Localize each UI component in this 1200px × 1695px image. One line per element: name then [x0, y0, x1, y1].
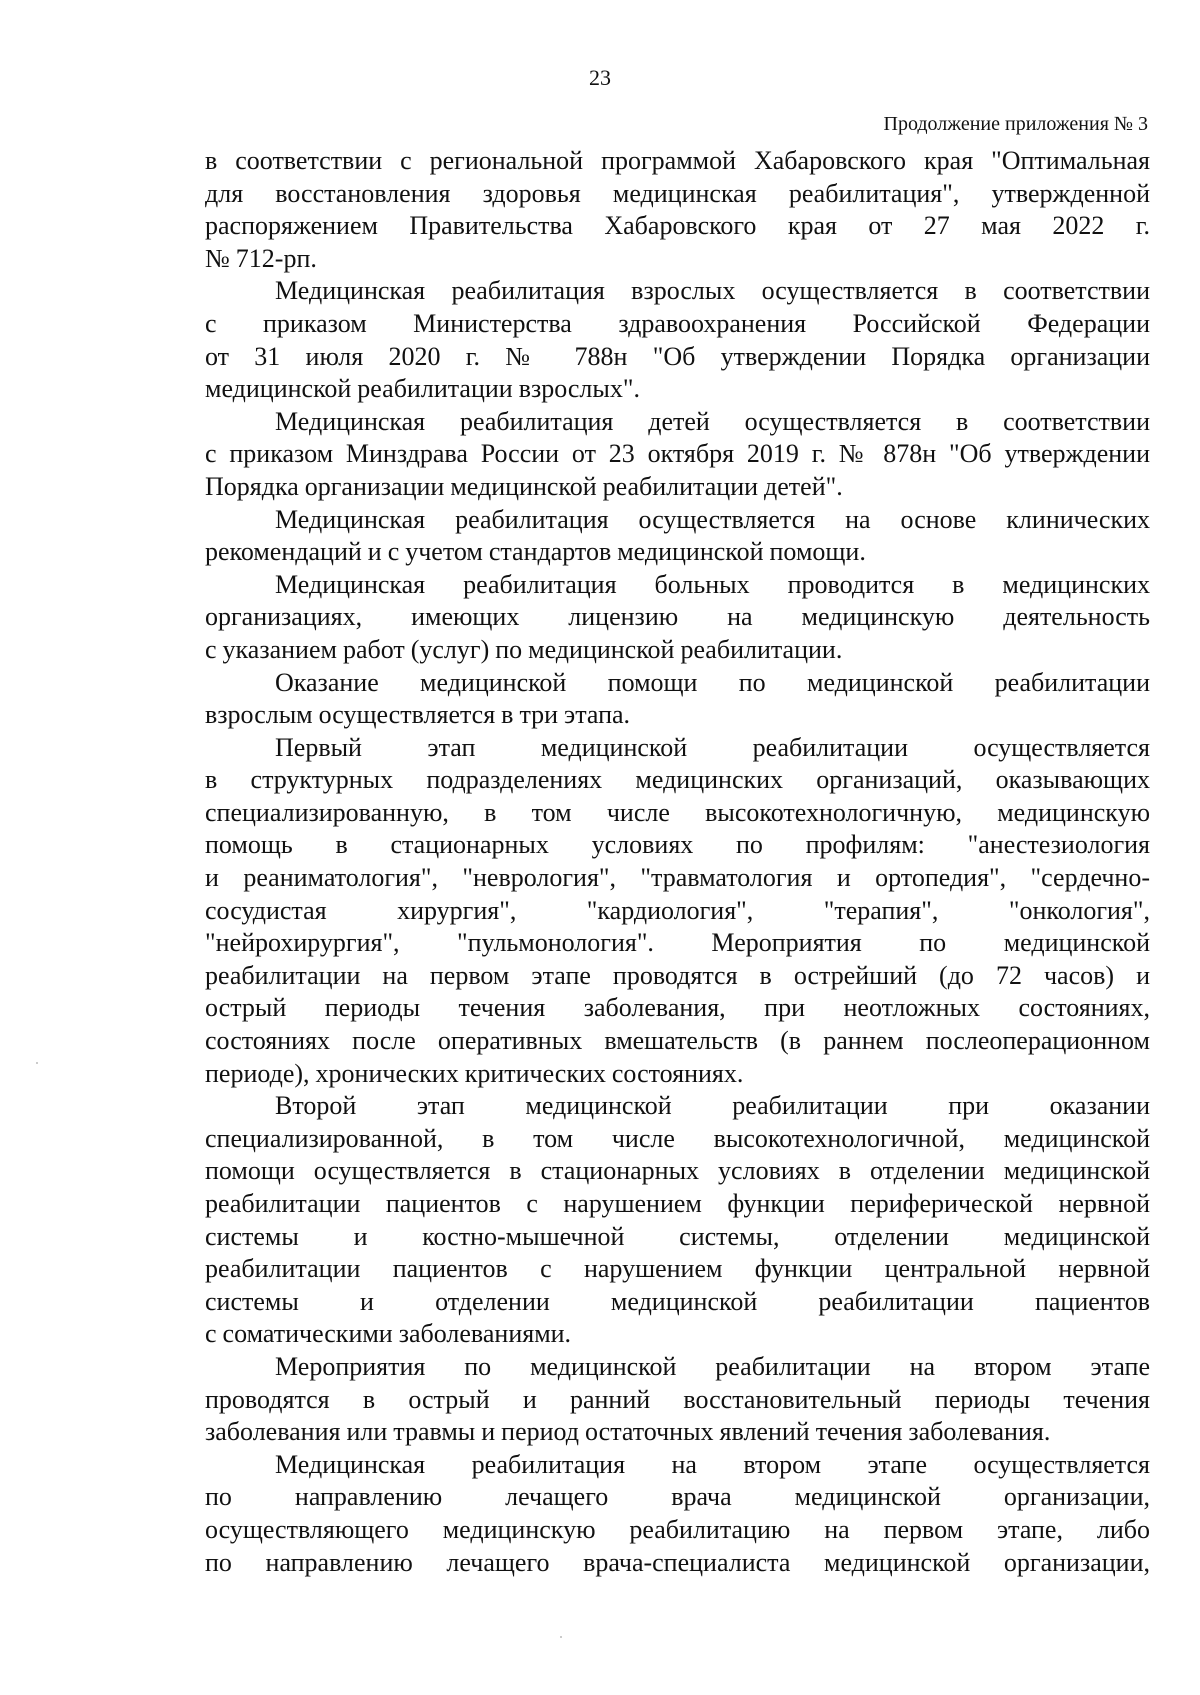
text-line: периоде), хронических критических состояниях. [205, 1058, 744, 1088]
text-line: специализированной, в том числе высокотехнологичной, медицинской [205, 1123, 1150, 1153]
text-line: Порядка организации медицинской реабилитации детей". [205, 471, 843, 501]
paragraph [205, 569, 1150, 667]
text-line: медицинской реабилитации взрослых". [205, 374, 640, 404]
text-line: по направлению лечащего врача медицинской организации, [205, 1482, 1150, 1512]
text-line: Первый этап медицинской реабилитации осуществляется [275, 732, 1150, 762]
paragraph [205, 406, 1150, 504]
continuation-label: Продолжение приложения № 3 [883, 113, 1148, 135]
text-line: "нейрохирургия", "пульмонология". Мероприятия по медицинской [205, 928, 1150, 958]
text-line: № 712-рп. [205, 243, 317, 273]
text-line: проводятся в острый и ранний восстановительный периоды течения [205, 1384, 1150, 1414]
text-line: и реаниматология", "неврология", "травматология и ортопедия", "сердечно- [205, 863, 1150, 893]
text-line: Медицинская реабилитация осуществляется на основе клинических [275, 504, 1150, 534]
text-line: Оказание медицинской помощи по медицинской реабилитации [275, 667, 1150, 697]
paragraph [205, 1090, 1150, 1351]
text-line: заболевания или травмы и период остаточных явлений течения заболевания. [205, 1417, 1051, 1447]
text-line: в структурных подразделениях медицинских организаций, оказывающих [205, 765, 1150, 795]
text-line: реабилитации на первом этапе проводятся в острейший (до 72 часов) и [205, 960, 1150, 990]
scan-speck [36, 1062, 38, 1064]
text-line: реабилитации пациентов с нарушением функции центральной нервной [205, 1254, 1150, 1284]
paragraph [205, 145, 1150, 275]
text-line: организациях, имеющих лицензию на медицинскую деятельность [205, 602, 1150, 632]
text-line: помощи осуществляется в стационарных условиях в отделении медицинской [205, 1156, 1150, 1186]
text-line: по направлению лечащего врача-специалиста медицинской организации, [205, 1547, 1150, 1577]
scan-speck [560, 1636, 562, 1638]
text-line: реабилитации пациентов с нарушением функции периферической нервной [205, 1189, 1150, 1218]
document-body [205, 145, 1150, 1579]
text-line: системы и отделении медицинской реабилитации пациентов [205, 1286, 1150, 1316]
paragraph [205, 732, 1150, 1091]
text-line: Медицинская реабилитация больных проводится в медицинских [275, 569, 1150, 599]
text-line: Мероприятия по медицинской реабилитации на втором этапе [275, 1351, 1150, 1381]
paragraph [205, 667, 1150, 732]
text-line: с соматическими заболеваниями. [205, 1319, 572, 1349]
text-line: Медицинская реабилитация взрослых осуществляется в соответствии [275, 276, 1150, 306]
text-line: с приказом Минздрава России от 23 октября 2019 г. № 878н "Об утверждении [205, 439, 1150, 469]
text-line: рекомендаций и с учетом стандартов медицинской помощи. [205, 537, 866, 567]
text-line: осуществляющего медицинскую реабилитацию на первом этапе, либо [205, 1514, 1150, 1544]
text-line: Медицинская реабилитация детей осуществляется в соответствии [275, 406, 1150, 436]
paragraph [205, 275, 1150, 405]
text-line: специализированную, в том числе высокотехнологичную, медицинскую [205, 797, 1150, 827]
text-line: сосудистая хирургия", "кардиология", "терапия", "онкология", [205, 895, 1150, 925]
paragraph [205, 1449, 1150, 1579]
text-line: Второй этап медицинской реабилитации при оказании [275, 1091, 1150, 1121]
page-number: 23 [589, 65, 611, 90]
paragraph [205, 1351, 1150, 1449]
text-line: состояниях после оперативных вмешательств (в раннем послеоперационном [205, 1026, 1150, 1056]
text-line: в соответствии с региональной программой Хабаровского края "Оптимальная [205, 146, 1150, 175]
text-line: острый периоды течения заболевания, при неотложных состояниях, [205, 993, 1150, 1023]
text-line: взрослым осуществляется в три этапа. [205, 700, 631, 730]
text-line: от 31 июля 2020 г. № 788н "Об утверждении Порядка организации [205, 341, 1150, 371]
text-line: с указанием работ (услуг) по медицинской реабилитации. [205, 634, 843, 664]
text-line: с приказом Министерства здравоохранения Российской Федерации [205, 308, 1150, 338]
text-line: для восстановления здоровья медицинская реабилитация", утвержденной [205, 178, 1150, 208]
text-line: распоряжением Правительства Хабаровского края от 27 мая 2022 г. [205, 211, 1150, 241]
text-line: помощь в стационарных условиях по профилям: "анестезиология [205, 830, 1150, 860]
text-line: системы и костно-мышечной системы, отделении медицинской [205, 1221, 1150, 1251]
text-line: Медицинская реабилитация на втором этапе осуществляется [275, 1449, 1150, 1479]
paragraph [205, 504, 1150, 569]
